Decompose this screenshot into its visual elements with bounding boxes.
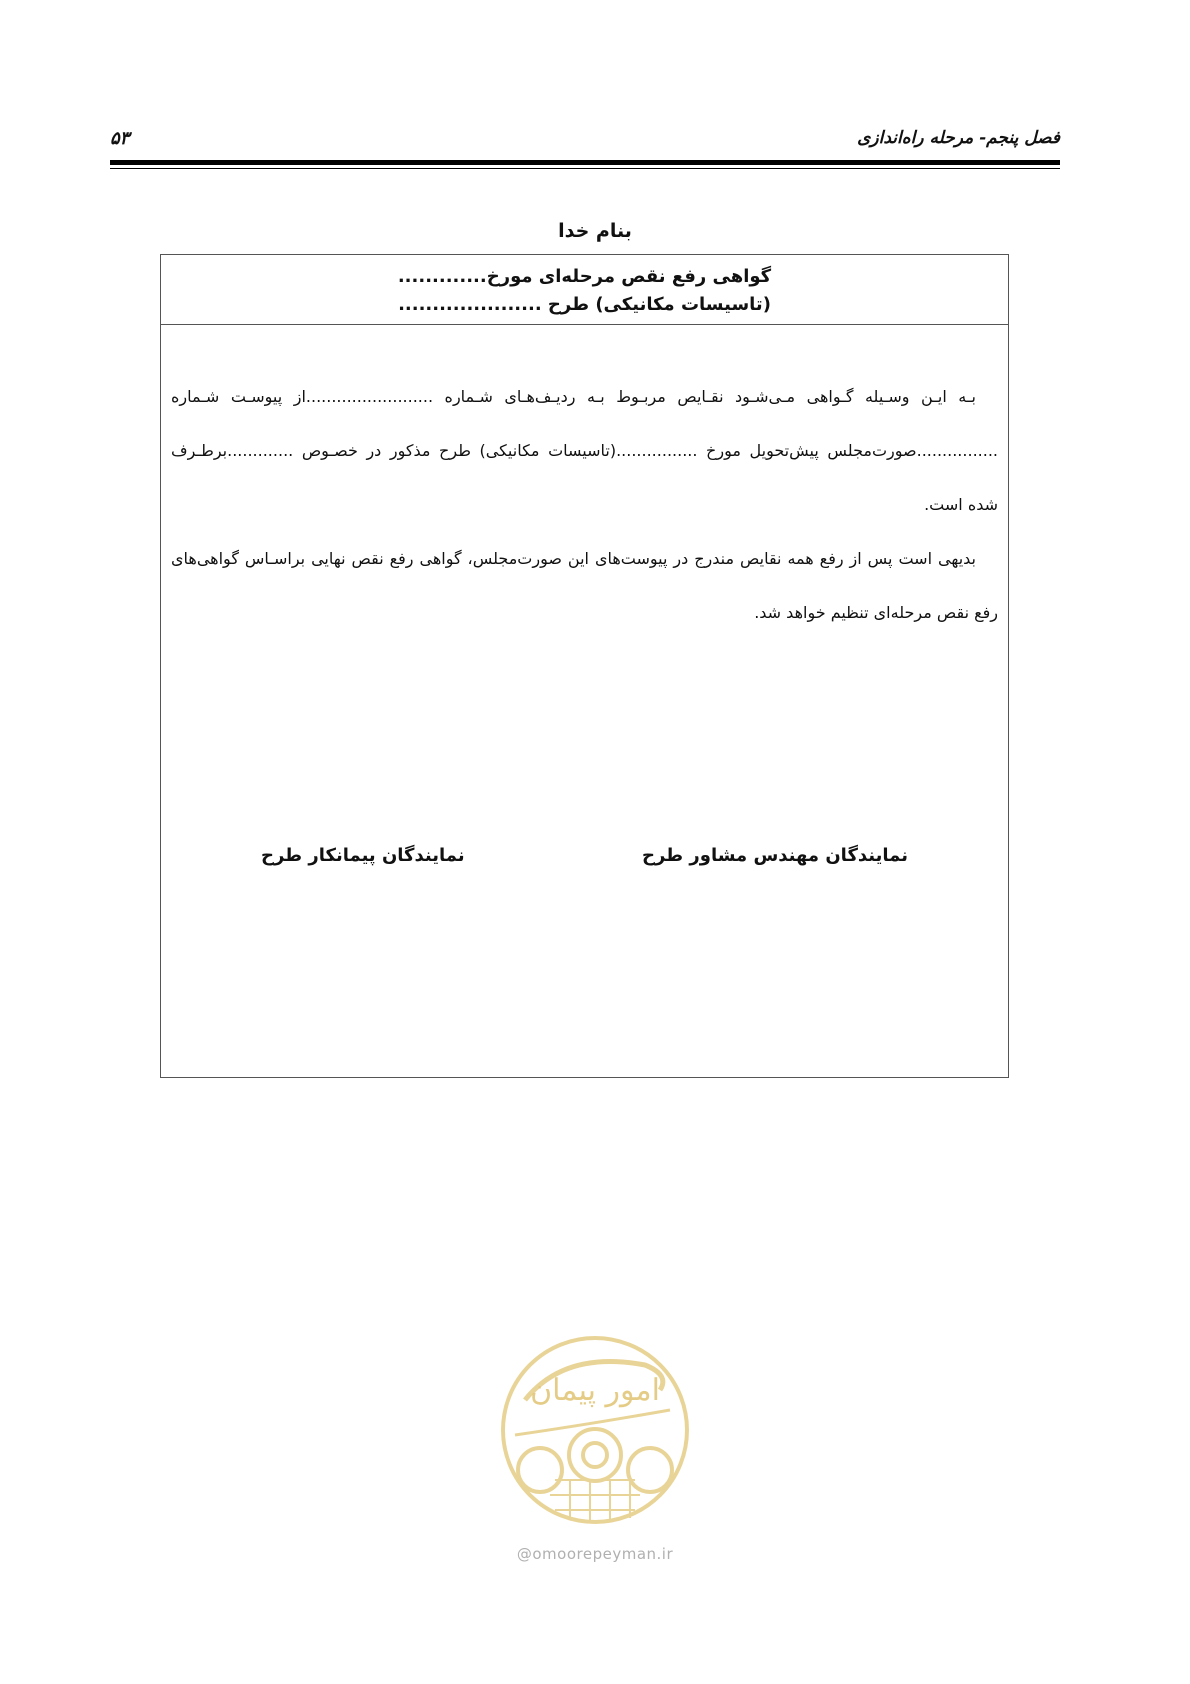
certificate-paragraph-2: بدیهی است پس از رفع همه نقایص مندرج در پیوست‌های این صورت‌مجلس، گواهی رفع نقص نهایی براسـاس گواهی‌های رفع نقص مرحله‌ای تنظیم خواهد شد. <box>171 549 998 622</box>
certificate-paragraph-1: بـه ایـن وسـیله گـواهی مـی‌شـود نقـایص مربـوط بـه ردیـف‌هـای شـماره .........................از پیوسـت شـماره ................صورت‌مجلس پیش‌تحویل مورخ ................(تاسیسات مکانیکی) طرح مذکور در خصـوص .............برطـرف شده است. <box>171 387 998 514</box>
page-number: ۵۳ <box>110 128 130 149</box>
header-rule-thick <box>110 160 1060 165</box>
header-rule-thin <box>110 168 1060 169</box>
certificate-title: گواهی رفع نقص مرحله‌ای مورخ............. <box>397 266 772 287</box>
certificate-frame <box>160 254 1009 1078</box>
watermark-url: @omoorepeyman.ir <box>516 1545 674 1563</box>
certificate-subtitle: (تاسیسات مکانیکی) طرح ..................... <box>398 294 771 315</box>
watermark-logo <box>495 1330 695 1530</box>
basmala-heading: بنام خدا <box>558 220 632 242</box>
chapter-title: فصل پنجم- مرحله راه‌اندازی <box>857 128 1060 148</box>
certificate-body <box>171 370 998 640</box>
page-header <box>110 128 1060 158</box>
certificate-title-block <box>161 255 1008 325</box>
watermark-logo-text: امور پیمان <box>530 1373 660 1408</box>
signature-contractor: نمایندگان پیمانکار طرح <box>261 845 465 866</box>
gear-seal-icon <box>503 1338 687 1522</box>
signature-consultant: نمایندگان مهندس مشاور طرح <box>642 845 908 866</box>
